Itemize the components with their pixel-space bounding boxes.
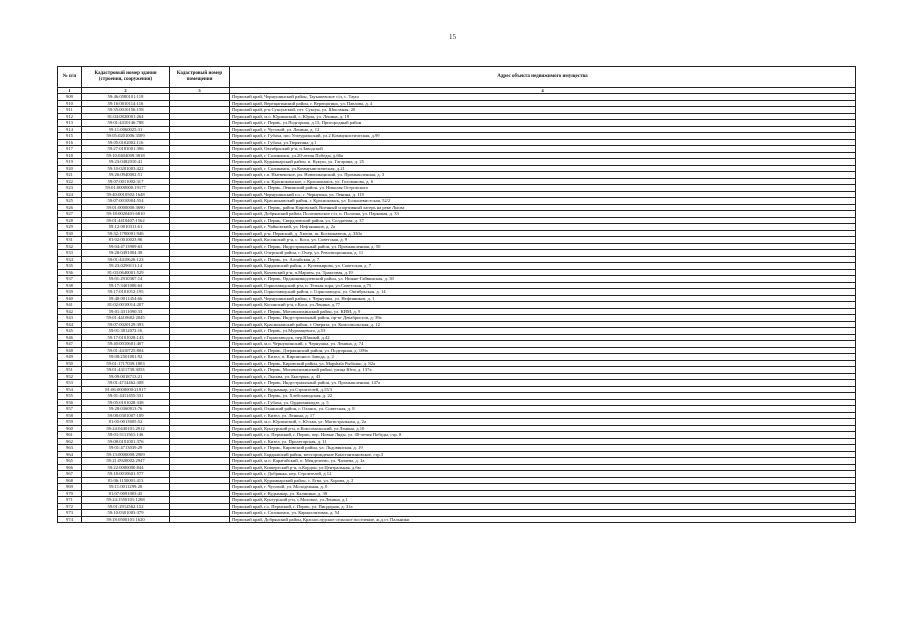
address-cell: Пермский край, Косинский р-н, г.Коса, ул.Ленина, д.77	[230, 302, 856, 309]
row-number: 969	[58, 484, 82, 491]
row-number: 932	[58, 243, 82, 250]
row-number: 909	[58, 94, 82, 101]
property-table	[57, 66, 856, 523]
cadastral-building-cell: 59:17:0101028:143	[82, 334, 170, 341]
row-number: 953	[58, 380, 82, 387]
address-cell: Пермский край, г. Кудымкар, ул. Калинина, д. 38	[230, 490, 856, 497]
row-number: 941	[58, 302, 82, 309]
row-number: 917	[58, 146, 82, 153]
address-cell: Пермский край, Бардымский район, с. Куземьярово, ул. Советская, д. 7	[230, 263, 856, 270]
address-cell: Пермский край, г. Губаха, ул.Тюрятина, д.1	[230, 139, 856, 146]
cadastral-building-cell: 59:01:2910367:14	[82, 276, 170, 283]
row-number: 945	[58, 328, 82, 335]
address-cell: Пермский край, г. Пермь, Свердловский район, ул. Солдатова, д. 37	[230, 217, 856, 224]
address-cell: Пермский край, г. Пермь, ул. Хлебозаводская, д. 22	[230, 393, 856, 400]
row-number: 963	[58, 445, 82, 452]
address-cell: Пермский край, м.о. Юрлинский, с. Юсьва, ул. Магистральная, д. 2а	[230, 419, 856, 426]
address-cell: Пермский край, г.о. Пермский, г. Пермь, пер. Новые Ляды, ул. 40-летия Победы, стр. 8	[230, 432, 856, 439]
column-number: 1	[58, 88, 82, 94]
address-cell: Пермский край, г. Соликамск, ул.Коммунистическая, д.21	[230, 165, 856, 172]
row-number: 923	[58, 185, 82, 192]
row-number: 956	[58, 399, 82, 406]
address-cell: Пермский край, г. Соликамск, ул.20-летия Победы, д.66а	[230, 152, 856, 159]
cadastral-building-cell: 59:28:0360813:76	[82, 406, 170, 413]
row-number: 972	[58, 503, 82, 510]
row-number: 922	[58, 178, 82, 185]
cadastral-building-cell: 59:18:0020401:6810	[82, 211, 170, 218]
cadastral-building-cell: 59:05:0102002:116	[82, 139, 170, 146]
address-cell: Пермский край, г. Пермь, ул.Муромцевого, д.53	[230, 328, 856, 335]
address-cell: Пермский край, г. Пермь, Индустриальный район, пр-кт Декабристов, д. 39а	[230, 315, 856, 322]
row-number: 939	[58, 289, 82, 296]
row-number: 910	[58, 100, 82, 107]
address-cell: Пермский край, Бардымский район, месторождение Константиновское, стр.3	[230, 451, 856, 458]
address-cell: Пермский край, г. Лысьва, ул. Быстрых, д. 43	[230, 373, 856, 380]
row-number: 944	[58, 321, 82, 328]
cadastral-building-cell: 59:46:0580101:118	[82, 94, 170, 101]
row-number: 940	[58, 295, 82, 302]
address-cell: Пермский край, г. Пермь, ул. Алтайская, д. 7	[230, 256, 856, 263]
address-cell: Пермский край, г. Кизел, ул. Ленина, д. 17	[230, 412, 856, 419]
row-number: 955	[58, 393, 82, 400]
row-number: 948	[58, 347, 82, 354]
address-cell: Пермский край, Октябрьский р-н, п.Заводской	[230, 146, 856, 153]
address-cell: Пермский край, г. Пермь, Индустриальный район, ул. Промышленная, д. 50	[230, 243, 856, 250]
cadastral-building-cell: 59:08:2501001:92	[82, 354, 170, 361]
cadastral-building-cell: 59:01:4411455:331	[82, 393, 170, 400]
row-number: 962	[58, 438, 82, 445]
header-cadastral-building: Кадастровый номер здания (строения, сооружения)	[82, 67, 170, 88]
address-cell: Пермский край, г. Пермь, Кировский район, ул. Марshala Рыбалко, д. 82а	[230, 360, 856, 367]
address-cell: Пермский край, г. Кизел, п. Кирпичного Завода, д. 2	[230, 354, 856, 361]
cadastral-building-cell: 59:01:3812072:16	[82, 328, 170, 335]
row-number: 928	[58, 217, 82, 224]
cadastral-building-cell: 59:01:4714462:308	[82, 380, 170, 387]
cadastral-building-cell: 59:01:5111561:146	[82, 432, 170, 439]
address-cell: Пермский край, Краснокамский район, г. Оверята, ул. Комсомольская, д. 12	[230, 321, 856, 328]
row-number: 947	[58, 341, 82, 348]
cadastral-building-cell: 59:24:0440101:2912	[82, 425, 170, 432]
cadastral-building-cell: 81:06:0000000:21917	[82, 386, 170, 393]
row-number: 924	[58, 191, 82, 198]
row-number: 931	[58, 237, 82, 244]
row-number: 942	[58, 308, 82, 315]
address-cell: Пермский край, г. Чусовой, ул. Молодежная, д. 0	[230, 484, 856, 491]
cadastral-building-cell: 59:01:4410146:788	[82, 120, 170, 127]
address-cell: Пермский край, Чернушинский район, Тауышевское с/п, с. Тауш	[230, 94, 856, 101]
row-number: 934	[58, 256, 82, 263]
row-number: 967	[58, 471, 82, 478]
address-cell: Пермский край, г. Пермь, Орджоникидзевский район, ул. Нижне-Гайвинская, д. 30	[230, 276, 856, 283]
address-cell: Пермский край, Оханский район, г. Оханск, ул. Советская, д. 8	[230, 406, 856, 413]
cadastral-building-cell: 59:01:4410407:1562	[82, 217, 170, 224]
row-number: 954	[58, 386, 82, 393]
row-number: 960	[58, 425, 82, 432]
cadastral-building-cell: 59:09:0018713:21	[82, 373, 170, 380]
cadastral-building-cell: 59:24:1550101:1208	[82, 497, 170, 504]
address-cell: Пермский край, г. Пермь, Мотовилихинский район, ул. КИМ, д. 9	[230, 308, 856, 315]
cadastral-building-cell: 59:01:4311739:3053	[82, 367, 170, 374]
row-number: 914	[58, 126, 82, 133]
cadastral-building-cell: 59:12:0010311:61	[82, 224, 170, 231]
cadastral-building-cell: 59:17:0101012:195	[82, 289, 170, 296]
row-number: 920	[58, 165, 82, 172]
address-cell: Пермский край, м.о. Чернушинский, г. Чернушка, ул. Ленина, д. 74	[230, 341, 856, 348]
row-number: 925	[58, 198, 82, 205]
header-row	[58, 67, 856, 88]
cadastral-building-cell: 59:01:4410682:2045	[82, 315, 170, 322]
row-number: 938	[58, 282, 82, 289]
row-number: 958	[58, 412, 82, 419]
cadastral-building-cell: 59:40:0010502:1648	[82, 191, 170, 198]
cadastral-building-cell: 59:16:0010114:116	[82, 100, 170, 107]
cadastral-building-cell: 59:10:0301003:379	[82, 510, 170, 517]
cadastral-building-cell: 59:32:1790001:946	[82, 230, 170, 237]
row-number: 937	[58, 276, 82, 283]
table-body	[58, 94, 856, 523]
cadastral-building-cell: 59:05:0101028:338	[82, 399, 170, 406]
address-cell: Пермский край, г.Горнозаводск, пер.Южный, д.42	[230, 334, 856, 341]
row-number: 943	[58, 315, 82, 322]
row-number: 918	[58, 152, 82, 159]
cadastral-building-cell: 81:02:0010014:207	[82, 302, 170, 309]
address-cell: Пермский край, Кунгурский р-н, п.Комсомольский, ул.Ленина, д.10	[230, 425, 856, 432]
cadastral-building-cell: 59:23:0482010:41	[82, 159, 170, 166]
address-cell: Пермский край, г. Соликамск, ул. Карналлитовая, д. 54	[230, 510, 856, 517]
row-number: 927	[58, 211, 82, 218]
row-number: 911	[58, 107, 82, 114]
cadastral-building-cell: 59:01:1717039:1803	[82, 360, 170, 367]
cadastral-building-cell: 59:11:0011299:28	[82, 484, 170, 491]
cadastral-building-cell: 81:03:0640001:529	[82, 269, 170, 276]
cadastral-building-cell: 59:01:4410725:804	[82, 347, 170, 354]
row-number: 936	[58, 269, 82, 276]
cadastral-building-cell: 59:18:0500101:1620	[82, 516, 170, 523]
address-cell: Пермский край, Горнозаводский район, г. Горнозаводск, ул. Октябрьская, д. 14	[230, 289, 856, 296]
cadastral-building-cell: 59:11:0060025:31	[82, 126, 170, 133]
row-number: 929	[58, 224, 82, 231]
table-row	[58, 516, 856, 523]
cadastral-building-cell: 59:13:0000000:2909	[82, 451, 170, 458]
cadastral-building-cell: 59:01:4410626:123	[82, 256, 170, 263]
cadastral-building-cell: 59:21:0920002:2947	[82, 458, 170, 465]
cadastral-building-cell: 59:35:0010156:158	[82, 107, 170, 114]
row-number: 952	[58, 373, 82, 380]
cadastral-building-cell: 59:08:0301007:109	[82, 412, 170, 419]
address-cell: Пермский край, г. Пермь, Ленинский район, ул. Николая Островского	[230, 185, 856, 192]
cadastral-building-cell: 59:10:0201003:422	[82, 165, 170, 172]
cadastral-building-cell: 59:18:0010601:577	[82, 471, 170, 478]
address-cell: Пермский край, г. Добрянка, пер. Строителей, д.12	[230, 471, 856, 478]
row-number: 912	[58, 113, 82, 120]
row-number: 949	[58, 354, 82, 361]
cadastral-building-cell: 81:04:0820001:264	[82, 113, 170, 120]
row-number: 970	[58, 490, 82, 497]
address-cell: Пермский край, Кишертский р-н, п.Кордон, ул.Центральная, д.6м	[230, 464, 856, 471]
cadastral-building-cell: 59:04:4713909:63	[82, 243, 170, 250]
row-number: 968	[58, 477, 82, 484]
address-cell: Пермский край, г. Пермь, район Кировский, Военный спортивный лагерь на реке Лысва	[230, 204, 856, 211]
header-cadastral-room: Кадастровый номер помещения	[170, 67, 230, 88]
row-number: 974	[58, 516, 82, 523]
address-cell: Пермский край, Кудымкарский район, с. Егва, ул. Хорова, д. 2	[230, 477, 856, 484]
row-number: 950	[58, 360, 82, 367]
row-number: 971	[58, 497, 82, 504]
row-number: 933	[58, 250, 82, 257]
cadastral-building-cell: 59:23:0290111:14	[82, 263, 170, 270]
address-cell: Пермский край, Добрянский район, Полазненское г/п, п. Полазна, ул. Парковая, д. 33	[230, 211, 856, 218]
cadastral-building-cell: 59:08:0101001:376	[82, 438, 170, 445]
row-number: 915	[58, 133, 82, 140]
address-cell: Пермский край, г. Пермь, Индустриальный район, ул. Промышленная, 147а	[230, 380, 856, 387]
page-number: 15	[449, 33, 456, 41]
cadastral-building-cell: 59:07:0020129:393	[82, 321, 170, 328]
address-cell: Пермский край, м.о. Карагайский, п. Менделеево, ул. Чапаева, д. 1а	[230, 458, 856, 465]
row-number: 965	[58, 458, 82, 465]
address-cell: Пермский край, г. Чайковский, ул. Нефтяников, д. 2а	[230, 224, 856, 231]
address-cell: Пермский край, Добрянский район, Краснослудское сельское поселение, ж.д.ст. Пальники	[230, 516, 856, 523]
row-number: 913	[58, 120, 82, 127]
address-cell: Пермский край, г.о. Пермский, г. Пермь, ул. Пицдорож, д. 31а	[230, 503, 856, 510]
cadastral-building-cell: 81:07:0091003:45	[82, 490, 170, 497]
cadastral-room-cell	[170, 516, 230, 523]
row-number: 966	[58, 464, 82, 471]
cadastral-building-cell: 59:17:3401006:64	[82, 282, 170, 289]
address-cell: Пермский край, г. Пермь, Кировский район, ул. Льдовинская, д. 19	[230, 445, 856, 452]
address-cell: Пермский край, м.о. Юрлинский, с. Юрла, ул. Ленина, д. 18	[230, 113, 856, 120]
row-number: 921	[58, 172, 82, 179]
column-number: 2	[82, 88, 170, 94]
row-number: 926	[58, 204, 82, 211]
address-cell: Пермский край, г.п. Краснокамское, г. Краснокамск, ул. Голованова, д. 6	[230, 178, 856, 185]
row-number: 919	[58, 159, 82, 166]
table-header	[58, 67, 856, 94]
address-cell: Пермский край, Горнозаводский р-н, п. Теплая гора, ул.Советская, д.75	[230, 282, 856, 289]
row-number: 951	[58, 367, 82, 374]
cadastral-building-cell: 59:10:0404009:3818	[82, 152, 170, 159]
cadastral-building-cell: 81:06:1150001:413	[82, 477, 170, 484]
address-cell: Пермский край, г. Губаха, ул. Орджоникидзе, д. 5	[230, 399, 856, 406]
address-cell: Пермский край, г.п. Нытвенское, рп. Новоильинский, ул. Промышленная, д. 3	[230, 172, 856, 179]
address-cell: Пермский край, Кочевский р-н, п.Мараты, ул. Трактовая, д.19	[230, 269, 856, 276]
cadastral-building-cell: 59:28:0491004:38	[82, 250, 170, 257]
row-number: 964	[58, 451, 82, 458]
address-cell: Пермский край, г. Пермь, ул.Подгорная, д.15, Пригородный район	[230, 120, 856, 127]
address-cell: Пермский край, г. Пермь, Мотовилихинский район, улица Юпа, д. 137а	[230, 367, 856, 374]
cadastral-building-cell: 59:40:0011454:66	[82, 295, 170, 302]
cadastral-building-cell: 81:02:0010023:96	[82, 237, 170, 244]
cadastral-building-cell: 81:05:0013005:52	[82, 419, 170, 426]
cadastral-building-cell: 59:07:0011002:317	[82, 178, 170, 185]
address-cell: Пермский край, Очерский район, г. Очер, ул. Революционная, д. 11	[230, 250, 856, 257]
address-cell: Пермский край, г. Пермь, Дзержинский район, ул. Подгорная, д. 109а	[230, 347, 856, 354]
row-number: 935	[58, 263, 82, 270]
address-cell: Пермский край, Чернушинский район, г. Чернушка, ул. Нефтяников, д. 1	[230, 295, 856, 302]
column-number: 3	[170, 88, 230, 94]
header-address: Адрес объекта недвижимого имущества	[230, 67, 856, 88]
row-number: 961	[58, 432, 82, 439]
address-cell: Пермский край, Верещагинский район, г. Верещагино, ул. Павлова, д. 4	[230, 100, 856, 107]
cadastral-building-cell: 59:26:0940002:51	[82, 172, 170, 179]
address-cell: Пермский край, р-н Суксунский, пгт. Суксун, ул. Школьная, 20	[230, 107, 856, 114]
address-cell: Пермский край, Кудымкарский район, п. Кукуш, ул. Гагарина, д. 25	[230, 159, 856, 166]
cadastral-building-cell: 59:40:0010601:407	[82, 341, 170, 348]
cadastral-building-cell: 59:07:0010904:554	[82, 198, 170, 205]
row-number: 930	[58, 230, 82, 237]
cadastral-building-cell: 59:01:0000000:19177	[82, 185, 170, 192]
address-cell: Пермский край, Косинский р-н, с. Коса, ул. Советская, д. 9	[230, 237, 856, 244]
cadastral-building-cell: 59:05:0201006:3509	[82, 133, 170, 140]
cadastral-building-cell: 59:01:4311090:33	[82, 308, 170, 315]
address-cell: Пермский край, Чернушинский г.о., г. Чернушка, ул. Ленина, д. 119	[230, 191, 856, 198]
address-cell: Пермский край, Краснокамский район, г. Краснокамск, ул. Большевистская, 52/2	[230, 198, 856, 205]
row-number: 946	[58, 334, 82, 341]
address-cell: Пермский край, р-н. Пермский, д. Хмели, ш. Космонавтов, д. 330а	[230, 230, 856, 237]
cadastral-building-cell: 59:22:0000000:844	[82, 464, 170, 471]
column-number: 4	[230, 88, 856, 94]
cadastral-building-cell: 59:27:0181001:396	[82, 146, 170, 153]
row-number: 916	[58, 139, 82, 146]
row-number: 957	[58, 406, 82, 413]
cadastral-building-cell: 59:01:0000000:3690	[82, 204, 170, 211]
cadastral-building-cell: 59:01:2912562:152	[82, 503, 170, 510]
address-cell: Пермский край, г. Чусовой, ул. Ленина, д. 12	[230, 126, 856, 133]
row-number: 973	[58, 510, 82, 517]
address-cell: Пермский край, г. Кудымкар, ул.Строителей, д.15/3	[230, 386, 856, 393]
row-number: 959	[58, 419, 82, 426]
address-cell: Пермский край, г. Губаха, пос.Углеуральский, ул.2 Коммунистическая, д.99	[230, 133, 856, 140]
address-cell: Пермский край, Кунгурский р-н, с.Моховое, ул.Ленина, д.1	[230, 497, 856, 504]
address-cell: Пермский край, г. Кизел, ул. Пролетарская, д. 11	[230, 438, 856, 445]
cadastral-building-cell: 59:01:4713039:29	[82, 445, 170, 452]
header-num: № п/п	[58, 67, 82, 88]
